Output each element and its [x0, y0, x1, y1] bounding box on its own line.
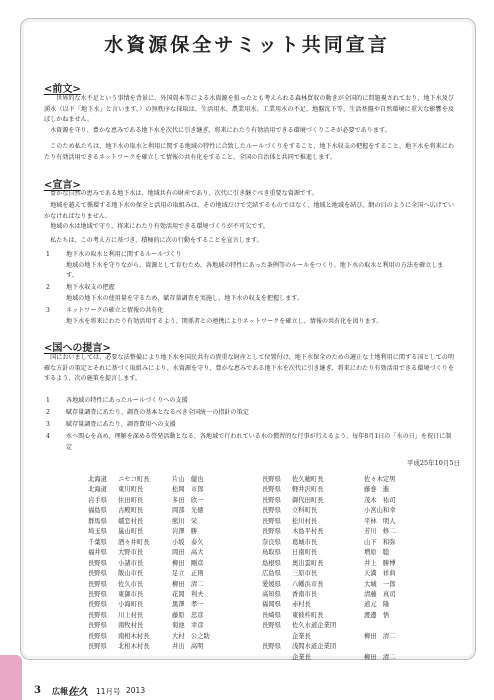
proposal-heading: <国への提言> [44, 343, 111, 354]
proposal-item-2 [44, 408, 454, 419]
signatory-office: 大野市長 [118, 549, 144, 557]
signatory-name: 黒澤 孝一 [172, 601, 204, 609]
item-text: 水へ関心を高め、理解を深める啓発活動となる、各地域で行われている水の慣習的な行事が行えるよう、毎年8月1日の「水の日」を祝日に制定 [66, 433, 452, 451]
signatory-row [262, 538, 404, 548]
signatory-name: 花岡 利夫 [172, 590, 204, 598]
signatory-name: 多田 欣一 [172, 496, 204, 504]
signatory-office: 酒々井町長 [118, 538, 150, 546]
signatory-office: 松川村長 [292, 517, 318, 525]
item-title: 地下水の取水と利用に関するルールづくり [66, 251, 182, 258]
item-number: 4 [46, 433, 50, 440]
signatory-name: 道元 隆 [364, 601, 390, 609]
declaration-date: 平成25年10月5日 [406, 459, 460, 467]
item-text: 各地域の特性にあったルールづくりへの支援 [66, 397, 188, 404]
signatory-office: 北相木村長 [118, 643, 150, 651]
signatory-prefecture: 群馬県 [88, 517, 107, 525]
proposal-item-3 [44, 420, 454, 431]
signatory-prefecture: 長野県 [88, 601, 107, 609]
preamble-paragraph-2: 水資源を守り、豊かな恵みである地下水を次代に引き継ぎ、将来にわたり有効活用できる環境づくりこそが必要であります。 [50, 127, 391, 134]
signatory-prefecture: 福島県 [88, 507, 107, 515]
signatory-prefecture: 岩手県 [88, 496, 107, 504]
signatory-prefecture: 福岡県 [262, 601, 281, 609]
signatory-row [262, 569, 404, 579]
item-text: 賦存量調査にあたり、調査費用への支援 [66, 421, 176, 428]
item-number: 3 [46, 421, 50, 428]
signatory-prefecture [262, 653, 292, 663]
signatory-prefecture: 北海道 [88, 486, 107, 494]
signatory-office: 佐久穂町長 [292, 476, 324, 483]
item-number: 1 [46, 251, 50, 258]
signatory-row [88, 559, 212, 569]
signatory-office: 御代田町長 [292, 496, 324, 504]
signatory-row [262, 611, 404, 621]
signatory-name: 小宮山和幸 [364, 507, 396, 515]
signatory-office: 赤村長 [292, 601, 311, 609]
signatory-office: 浅間水道企業団 [292, 643, 337, 651]
signatory-prefecture: 北海道 [88, 476, 107, 483]
signatory-office: 東御市長 [118, 590, 144, 598]
signatory-office: 香南市長 [292, 590, 318, 598]
signatory-name: 佐々木定男 [364, 476, 396, 483]
signatory-office: 南牧村長 [118, 622, 144, 630]
item-title: ネットワークの確立と情報の共有化 [66, 307, 164, 314]
signatory-row [262, 527, 404, 537]
signatory-prefecture: 長野県 [262, 643, 281, 651]
page-number: 3 [34, 685, 41, 696]
signatory-office: 嬬恋村長 [118, 517, 144, 525]
declaration-item-2 [44, 283, 454, 304]
proposal-item-4 [44, 432, 454, 453]
signatory-row [88, 642, 212, 652]
signatory-row [88, 517, 212, 527]
signatory-name: 片山 健也 [172, 476, 204, 483]
signatory-row [88, 580, 212, 590]
signatory-office: 小海町長 [118, 601, 144, 609]
signatory-office: 小諸市長 [118, 559, 144, 567]
declaration-paragraph-4: 私たちは、この考え方に基づき、積極的に次の行動をすることを宣言します。 [50, 237, 263, 244]
signatory-row [262, 548, 404, 558]
signatory-name: 足立 正則 [172, 570, 204, 578]
signatory-prefecture: 長野県 [262, 476, 281, 483]
signatory-office: 嵐山町長 [118, 528, 144, 536]
signatory-office: 日南町長 [292, 549, 318, 557]
signatory-prefecture: 福井県 [88, 549, 107, 557]
signatory-row [88, 548, 212, 558]
signatory-name: 菊池 幸彦 [172, 622, 204, 630]
signatory-name: 井出 高明 [172, 643, 204, 651]
signatory-office: 企業長 [292, 653, 311, 661]
signatory-prefecture: 長野県 [88, 559, 107, 567]
signatory-name: 柳田 清二 [172, 580, 204, 588]
signatory-row [262, 517, 404, 527]
signatory-name: 芳川 修二 [364, 528, 396, 536]
signatory-prefecture: 長野県 [262, 622, 281, 630]
signatory-prefecture: 千葉県 [88, 538, 107, 546]
signatory-name: 岡部 光徳 [172, 507, 204, 515]
signatory-name: 松岡 市郎 [172, 486, 204, 494]
signatory-name: 山下 和弥 [364, 538, 396, 546]
signatory-office: 飯山市長 [118, 570, 144, 578]
signatory-row [88, 632, 212, 642]
signatory-row [88, 475, 212, 485]
signatory-name: 柳田 清二 [364, 632, 396, 640]
corner-accent [0, 655, 22, 700]
signatory-row [262, 600, 404, 610]
signatory-office: 八幡浜市長 [292, 580, 324, 588]
signatory-office: 三原市長 [292, 570, 318, 578]
signatory-prefecture: 高知県 [262, 590, 281, 598]
signatory-name: 天満 祥典 [364, 570, 396, 578]
signatory-prefecture: 長野県 [88, 570, 107, 578]
signatory-row [262, 621, 404, 631]
declaration-heading: <宣言> [44, 180, 81, 191]
signatory-prefecture [262, 632, 292, 642]
proposal-paragraph: 国においましては、必要な法整備により地下水を国民共有の貴重な財産として位置付け、地下水保全のための適正な土地利用に関する国としての明確な方針の策定とそれに基づく取組みにより、水資源を守り、豊かな恵みである地下水を次代に引き継ぎ、将来にわたり有効活用できる環境づくりをするよう、次の施策を提言します。 [44, 354, 454, 383]
signatory-office: 古殿町長 [118, 507, 144, 515]
signatory-prefecture: 長崎県 [262, 611, 281, 619]
signatory-name: 井上 勝博 [364, 559, 396, 567]
signatory-prefecture: 長野県 [262, 517, 281, 525]
signatory-name: 藤巻 進 [364, 486, 390, 494]
item-number: 2 [46, 409, 50, 416]
signatory-row [262, 496, 404, 506]
signatory-row [88, 538, 212, 548]
item-number: 1 [46, 397, 50, 404]
signatory-office: 南相木村長 [118, 632, 150, 640]
signatory-prefecture: 長野県 [262, 528, 281, 536]
signatory-prefecture: 埼玉県 [88, 528, 107, 536]
signatory-prefecture: 長野県 [88, 611, 107, 619]
signatories-right [262, 475, 404, 663]
signatory-prefecture: 長野県 [262, 496, 281, 504]
signatory-prefecture: 長野県 [88, 643, 107, 651]
signatory-row [262, 653, 404, 663]
signatory-name: 大城 一郎 [364, 580, 396, 588]
signatory-prefecture: 長野県 [88, 622, 107, 630]
signatory-office: ニセコ町長 [118, 476, 150, 483]
signatory-row [262, 642, 404, 652]
preamble-paragraph-3: このため私たちは、地下水の取水と利用に関する地域の特性に合致したルールづくりをすること、地下水収支の把握をすること、地下水を将来にわたり有効活用できるネットワークを確立して情報の共有化をすること、全国の自治体と共同で推進します。 [44, 143, 454, 161]
signatory-office: 佐久市長 [118, 580, 144, 588]
signatory-row [262, 559, 404, 569]
signatory-row [88, 621, 212, 631]
signatory-row [88, 569, 212, 579]
footer-logo: 広報 [52, 686, 68, 696]
signatory-prefecture: 長野県 [262, 486, 281, 494]
issue-year: 2013 [126, 686, 146, 695]
signatory-row [88, 485, 212, 495]
signatories-left [88, 475, 212, 653]
signatory-office: 住田町長 [118, 496, 144, 504]
item-number: 3 [46, 307, 50, 314]
item-body: 地域の地下水を守りながら、資源として育むため、各地域の特性にあった条例等のルールをつくり、地下水の取水と利用の方法を確立します。 [66, 261, 444, 280]
signatory-office: 東川町長 [118, 486, 144, 494]
signatory-row [88, 590, 212, 600]
preamble-paragraph-1: 世界的な水不足という事情を背景に、外国資本等による水資源を狙ったとも考えられる森林買収の動きが全国的に問題視されており、地下水及び湧水（以下「地下水」と言います。）の無秩序な採取は、生活用水、農業用水、工業用水の不足、地盤沈下等、生活基盤や自然環境に重大な影響を及ぼしかねません。 [44, 95, 454, 124]
signatory-row [262, 475, 404, 485]
signatory-name: 増原 聡 [364, 549, 390, 557]
signatory-prefecture: 奈良県 [262, 538, 281, 546]
signatory-name: 藤原 忠彦 [172, 611, 204, 619]
signatory-name: 岡田 高大 [172, 549, 204, 557]
signatory-office: 葛城市長 [292, 538, 318, 546]
signatory-name: 大村 公之助 [172, 632, 210, 640]
signatory-office: 奥出雲町長 [292, 559, 324, 567]
signatory-row [88, 527, 212, 537]
signatory-row [88, 611, 212, 621]
signatory-office: 東彼杵町長 [292, 611, 324, 619]
signatory-office: 木島平村長 [292, 528, 324, 536]
signatory-prefecture: 愛媛県 [262, 580, 281, 588]
signatory-prefecture: 長野県 [262, 507, 281, 515]
signatory-name [364, 642, 404, 652]
signatory-row [262, 580, 404, 590]
signatory-row [88, 600, 212, 610]
declaration-paragraph-1: 豊かな自然の恵みである地下水は、地域共有の財産であり、次代に引き継ぐべき重要な資源です。 [50, 190, 318, 197]
signatory-row [88, 496, 212, 506]
signatory-prefecture: 長野県 [88, 632, 107, 640]
signatory-name: 柳田 清二 [364, 653, 396, 661]
issue-label: 11月号 [96, 687, 121, 696]
item-number: 2 [46, 284, 50, 291]
signatory-prefecture: 長野県 [88, 590, 107, 598]
signatory-name: 小坂 泰久 [172, 538, 204, 546]
declaration-paragraph-2: 地域を越えて循環する地下水の保全と活用の取組みは、その地域だけで完結するものではなく、地域と地域を結び、網の目のように全国へ広げていかなければなりません。 [44, 202, 454, 220]
signatory-office: 川上村長 [118, 611, 144, 619]
signatory-prefecture: 広島県 [262, 570, 281, 578]
signatory-name: 岩澤 勝 [172, 528, 198, 536]
signatory-row [262, 632, 404, 642]
signatory-name: 清藤 真司 [364, 590, 396, 598]
signatory-prefecture: 島根県 [262, 559, 281, 567]
declaration-item-3 [44, 306, 454, 327]
signatory-office: 企業長 [292, 632, 311, 640]
signatory-name: 渡邊 悟 [364, 611, 390, 619]
item-text: 賦存量調査にあたり、調査の基本となるべき全国統一の指針の策定 [66, 409, 249, 416]
signatory-row [262, 485, 404, 495]
document-title: 水資源保全サミット共同宣言 [104, 34, 390, 56]
signatory-name: 熊川 栄 [172, 517, 198, 525]
signatory-office: 軽井沢町長 [292, 486, 324, 494]
signatory-office: 立科町長 [292, 507, 318, 515]
signatory-row [262, 506, 404, 516]
preamble-heading: <前文> [44, 84, 81, 95]
proposal-item-1 [44, 396, 454, 407]
signatory-name [364, 621, 404, 631]
signatory-prefecture: 長野県 [88, 580, 107, 588]
magazine-name: 佐久 [68, 687, 88, 698]
signatory-prefecture: 鳥取県 [262, 549, 281, 557]
item-body: 地下水を将来にわたり有効活用するよう、関係者との連携によりネットワークを確立し、情報の共有化を図ります。 [66, 317, 383, 325]
declaration-paragraph-3: 地域の水は地域で守り、将来にわたり有効活用できる環境づくりが不可欠です。 [50, 223, 269, 230]
signatory-name: 柳田 剛彦 [172, 559, 204, 567]
signatory-row [88, 506, 212, 516]
signatory-row [262, 590, 404, 600]
signatory-name: 平林 明人 [364, 517, 396, 525]
item-title: 地下水収支の把握 [66, 284, 115, 291]
item-body: 地域の地下水の使用量を守るため、賦存量調査を実施し、地下水の収支を把握します。 [66, 294, 303, 302]
declaration-item-1 [44, 250, 454, 282]
signatory-name: 茂木 祐司 [364, 496, 396, 504]
signatory-office: 佐久水道企業団 [292, 622, 337, 630]
